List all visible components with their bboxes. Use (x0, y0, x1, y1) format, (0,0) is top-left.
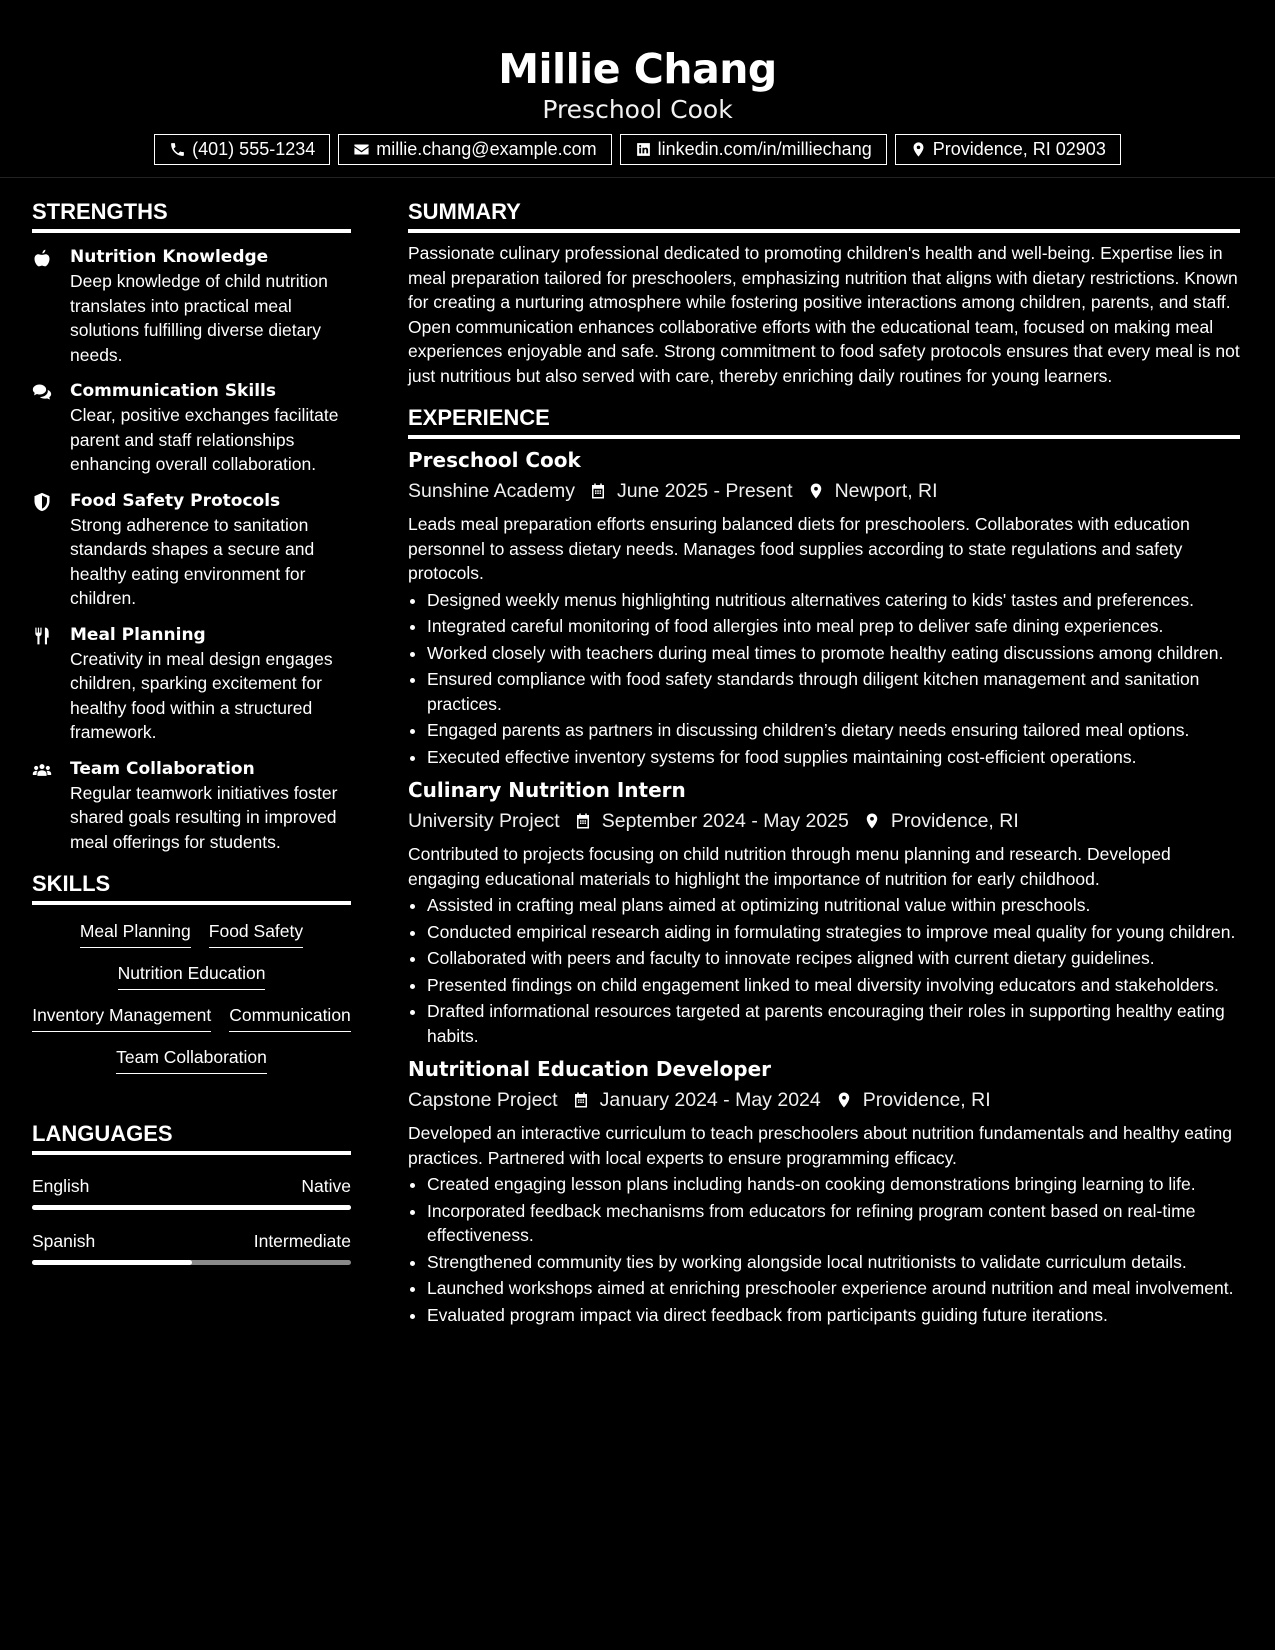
apple-icon (32, 248, 52, 268)
strength-item (32, 757, 351, 855)
skill-tag: Team Collaboration (116, 1045, 267, 1074)
job-bullet: • Worked closely with teachers during meal times to promote healthy eating discussions among children. (427, 641, 1240, 666)
calendar-icon (572, 1091, 590, 1109)
strength-icon-wrap (32, 757, 70, 855)
shield-icon (32, 492, 52, 512)
strengths-list (32, 245, 351, 854)
calendar-icon (589, 482, 607, 500)
contact-item[interactable] (620, 134, 887, 165)
users-icon (32, 760, 52, 780)
map-pin-icon (807, 482, 825, 500)
language-level: Native (301, 1176, 351, 1196)
summary-heading: SUMMARY (408, 196, 1240, 233)
language-name: Spanish (32, 1231, 96, 1251)
candidate-name: Millie Chang (498, 45, 777, 93)
experience-list (408, 445, 1240, 1327)
job-entry (408, 1054, 1240, 1327)
job-bullet: • Incorporated feedback mechanisms from educators for refining program content based on real-time effectiveness. (427, 1199, 1240, 1248)
strength-title: Nutrition Knowledge (70, 247, 269, 267)
experience-section (408, 402, 1240, 1327)
job-bullet: • Assisted in crafting meal plans aimed at optimizing nutritional value within preschools. (427, 893, 1240, 918)
strength-title: Food Safety Protocols (70, 490, 281, 511)
job-title: Culinary Nutrition Intern (408, 778, 686, 802)
strength-description: Regular teamwork initiatives foster shared goals resulting in improved meal offerings for students. (70, 782, 338, 852)
job-dates: September 2024 - May 2025 (601, 810, 849, 832)
job-bullet: • Executed effective inventory systems for food supplies maintaining cost-efficient operations. (427, 745, 1240, 770)
strength-title: Team Collaboration (70, 758, 255, 779)
phone-icon (169, 141, 186, 158)
contact-text[interactable]: millie.chang@example.com (376, 139, 597, 159)
job-location: Newport, RI (834, 480, 938, 502)
job-bullet: • Conducted empirical research aiding in formulating strategies to improve meal quality for young children. (427, 920, 1240, 945)
job-meta (408, 476, 1240, 506)
job-bullets (408, 588, 1240, 770)
language-proficiency-fill (32, 1205, 351, 1210)
summary-section (408, 196, 1240, 388)
strength-body (70, 623, 351, 745)
languages-list (32, 1175, 351, 1265)
strength-item (32, 245, 351, 367)
resume-header (0, 0, 1275, 178)
experience-heading: EXPERIENCE (408, 402, 1240, 439)
strengths-section (32, 196, 351, 854)
job-description: Contributed to projects focusing on child nutrition through menu planning and research. Developed engaging educational materials to highlight the importance of nutrition for early childhood. (408, 844, 1171, 889)
job-title: Preschool Cook (408, 448, 581, 472)
language-proficiency-fill (32, 1260, 192, 1265)
job-bullet: • Presented findings on child engagement linked to meal diversity involving educators and stakeholders. (427, 973, 1240, 998)
left-column (32, 196, 351, 1265)
job-location: Providence, RI (862, 1089, 991, 1111)
candidate-title: Preschool Cook (542, 95, 733, 124)
language-row (32, 1230, 351, 1252)
job-organization: Capstone Project (408, 1089, 558, 1111)
job-bullet: • Drafted informational resources targeted at parents encouraging their roles in supporting healthy eating habits. (427, 999, 1240, 1048)
job-bullet: • Created engaging lesson plans including hands-on cooking demonstrations bringing learning to life. (427, 1172, 1240, 1197)
job-entry (408, 775, 1240, 1048)
strength-body (70, 245, 351, 367)
job-description: Developed an interactive curriculum to teach preschoolers about nutrition fundamentals and healthy eating practices. Partnered with local experts to ensure programming efficacy. (408, 1123, 1232, 1168)
strength-description: Clear, positive exchanges facilitate parent and staff relationships enhancing overall collaboration. (70, 405, 339, 474)
job-location: Providence, RI (890, 810, 1019, 832)
map-pin-icon (910, 141, 927, 158)
map-pin-icon (863, 812, 881, 830)
job-title: Nutritional Education Developer (408, 1057, 771, 1081)
envelope-icon (353, 141, 370, 158)
strength-body (70, 379, 351, 477)
job-bullet: • Collaborated with peers and faculty to innovate recipes aligned with current dietary guidelines. (427, 946, 1240, 971)
languages-heading: LANGUAGES (32, 1118, 351, 1155)
strength-title: Communication Skills (70, 381, 276, 401)
utensils-icon (32, 626, 52, 646)
skills-heading: SKILLS (32, 868, 351, 905)
languages-section (32, 1118, 351, 1265)
language-name: English (32, 1176, 90, 1196)
job-bullets (408, 1172, 1240, 1327)
calendar-icon (574, 812, 592, 830)
skill-tag: Meal Planning (80, 919, 191, 948)
contact-text[interactable]: linkedin.com/in/milliechang (657, 139, 872, 159)
language-item (32, 1230, 351, 1265)
job-bullet: • Evaluated program impact via direct feedback from participants guiding future iterations. (427, 1303, 1240, 1328)
job-organization: University Project (408, 810, 560, 832)
contact-item (895, 134, 1121, 165)
language-proficiency-bar (32, 1260, 351, 1265)
language-level: Intermediate (253, 1231, 351, 1251)
contact-text: Providence, RI 02903 (932, 139, 1106, 159)
strengths-heading: STRENGTHS (32, 196, 351, 233)
job-bullets (408, 893, 1240, 1048)
job-bullet: • Launched workshops aimed at enriching preschooler experience around nutrition and meal involvement. (427, 1276, 1240, 1301)
job-entry (408, 445, 1240, 769)
strength-item (32, 379, 351, 477)
job-bullet: • Designed weekly menus highlighting nutritious alternatives catering to kids' tastes and preferences. (427, 588, 1240, 613)
strength-item (32, 489, 351, 611)
language-proficiency-bar (32, 1205, 351, 1210)
skill-tag: Nutrition Education (118, 961, 266, 990)
strength-title: Meal Planning (70, 624, 206, 645)
strength-icon-wrap (32, 623, 70, 745)
strength-icon-wrap (32, 379, 70, 477)
strength-description: Creativity in meal design engages children, sparking excitement for healthy food within a structured framework. (70, 648, 333, 742)
job-meta (408, 1085, 1240, 1115)
language-item (32, 1175, 351, 1210)
language-row (32, 1175, 351, 1197)
contact-bar (0, 134, 1275, 165)
skills-list (32, 905, 351, 1074)
summary-text: Passionate culinary professional dedicated to promoting children's health and well-being. Expertise lies in meal preparation tailored for preschoolers, emphasizing nutrition that aligns with dietary restrictions. Known for creating a nurturing atmosphere while fostering positive interactions among children, parents, and staff. Open communication enhances collaborative efforts with the educational team, focused on making meal experiences enjoyable and safe. Strong commitment to food safety protocols ensures that every meal is not just nutritious but also served with care, thereby enriching daily routines for young learners. (408, 243, 1240, 386)
map-pin-icon (835, 1091, 853, 1109)
strength-body (70, 489, 351, 611)
linkedin-icon (635, 141, 652, 158)
job-description: Leads meal preparation efforts ensuring balanced diets for preschoolers. Collaborates with education personnel to assess dietary needs. Manages food supplies according to state regulations and safety protocols. (408, 514, 1190, 583)
skill-tag: Food Safety (209, 919, 303, 948)
job-bullet: • Engaged parents as partners in discussing children’s dietary needs ensuring tailored meal options. (427, 718, 1240, 743)
skills-section (32, 868, 351, 1074)
right-column (408, 196, 1240, 1329)
strength-icon-wrap (32, 245, 70, 367)
skill-tag: Communication (229, 1003, 351, 1032)
strength-description: Deep knowledge of child nutrition translates into practical meal solutions fulfilling diverse dietary needs. (70, 271, 328, 365)
strength-body (70, 757, 351, 855)
contact-item (154, 134, 330, 165)
chat-bubbles-icon (32, 382, 52, 402)
strength-description: Strong adherence to sanitation standards shapes a secure and healthy eating environment for children. (70, 514, 315, 608)
job-bullet: • Strengthened community ties by working alongside local nutritionists to validate curriculum details. (427, 1250, 1240, 1275)
job-bullet: • Integrated careful monitoring of food allergies into meal prep to deliver safe dining experiences. (427, 614, 1240, 639)
job-dates: January 2024 - May 2024 (599, 1089, 821, 1111)
strength-item (32, 623, 351, 745)
contact-item[interactable] (338, 134, 611, 165)
contact-text: (401) 555-1234 (192, 139, 316, 159)
job-bullet: • Ensured compliance with food safety standards through diligent kitchen management and sanitation practices. (427, 667, 1240, 716)
skill-tag: Inventory Management (32, 1003, 211, 1032)
strength-icon-wrap (32, 489, 70, 611)
job-dates: June 2025 - Present (616, 480, 793, 502)
job-meta (408, 806, 1240, 836)
job-organization: Sunshine Academy (408, 480, 575, 502)
